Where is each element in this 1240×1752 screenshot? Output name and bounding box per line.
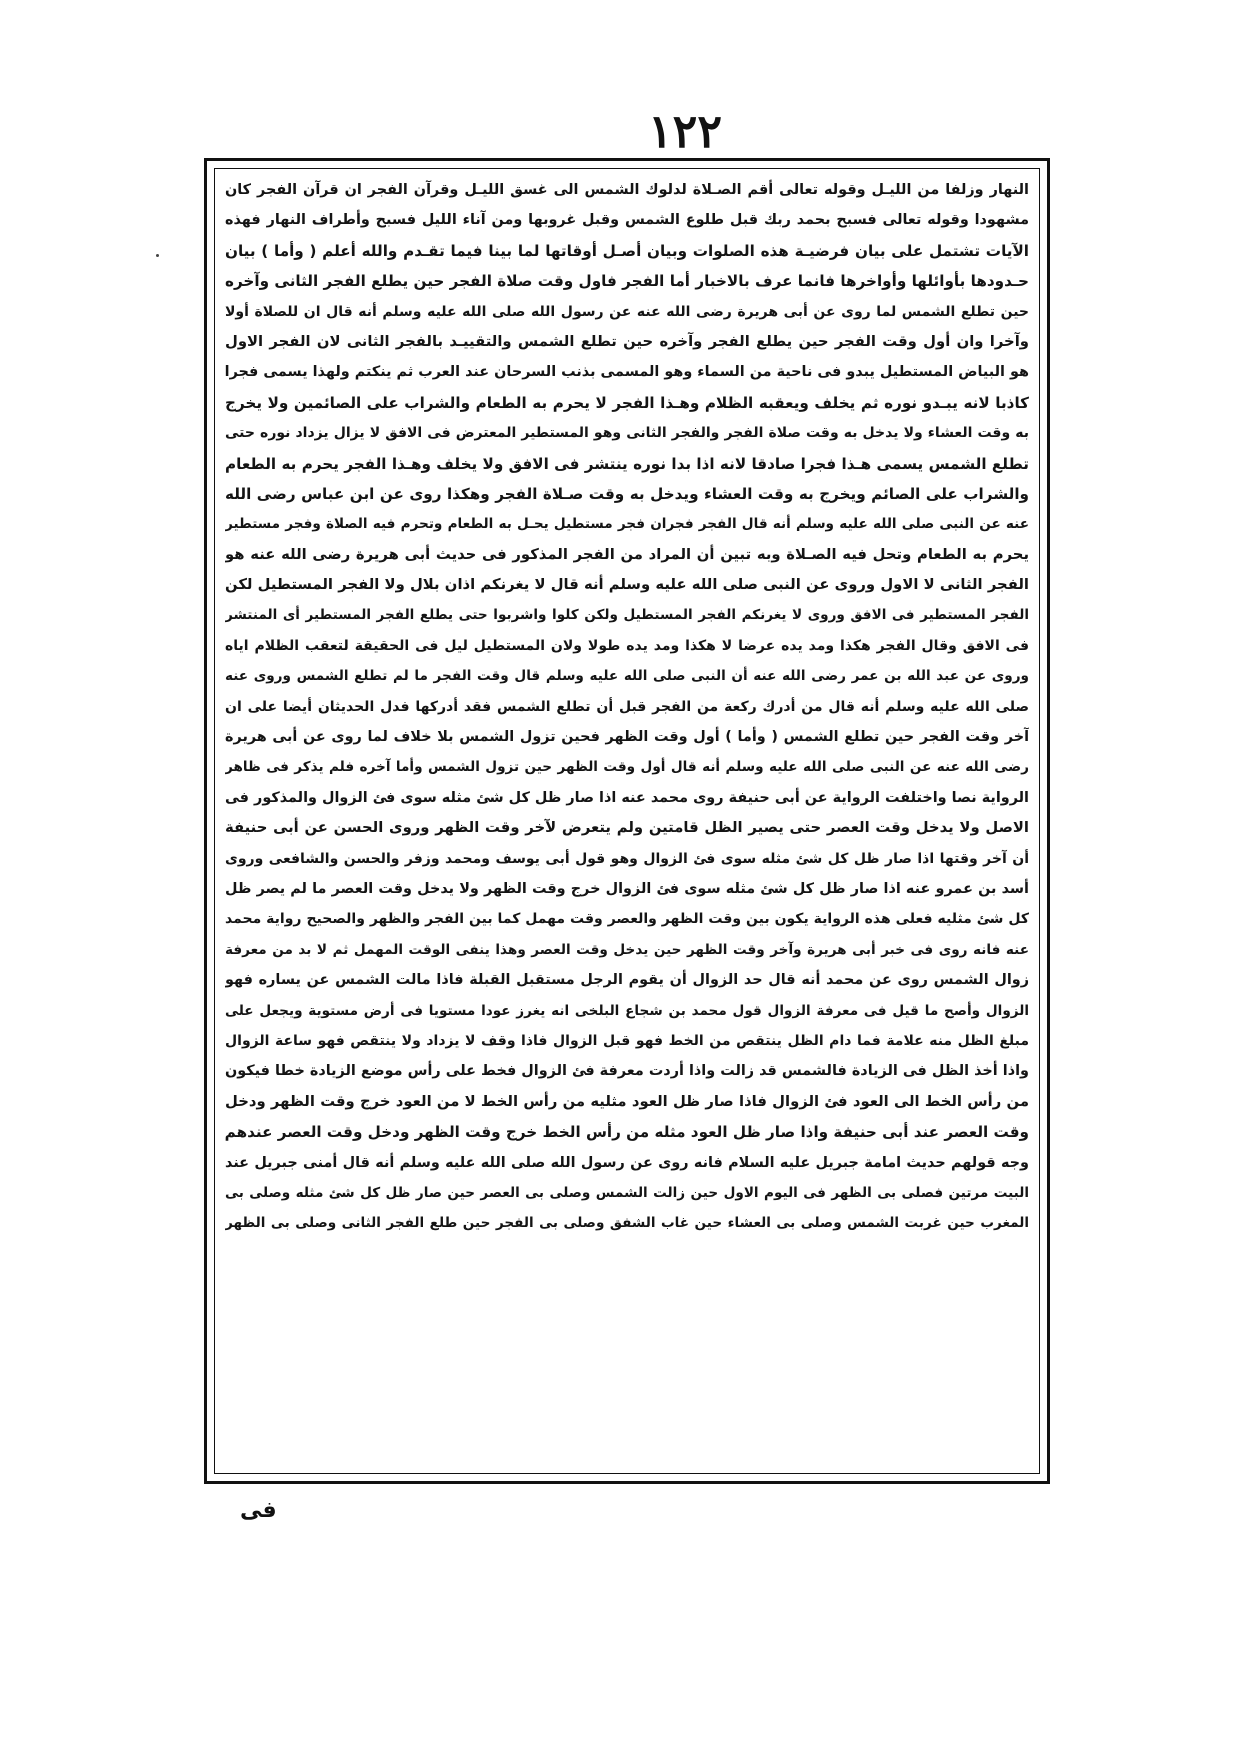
text-line: أسد بن عمرو عنه اذا صار ظل كل شئ مثله سوى فئ الزوال خرج وقت الظهر ولا يدخل وقت العصر ما لم يصر ظل [225, 880, 1029, 897]
text-line: يحرم به الطعام وتحل فيه الصـلاة وبه تبين أن المراد من الفجر المذكور فى حديث أبى هريرة رضى الله عنه هو [225, 545, 1029, 563]
text-line: وجه قولهم حديث امامة جبريل عليه السلام فانه روى عن رسول الله صلى الله عليه وسلم أنه قال أمنى جبريل عند [225, 1154, 1029, 1171]
text-line: هو البياض المستطيل يبدو فى ناحية من السماء وهو المسمى بذنب السرحان عند العرب ثم ينكتم ولهذا يسمى فجرا [225, 364, 1029, 381]
text-line: والشراب على الصائم ويخرج به وقت العشاء ويدخل به وقت صـلاة الفجر وهكذا روى عن ابن عباس رضى الله [225, 484, 1029, 503]
text-line: عنه عن النبى صلى الله عليه وسلم أنه قال الفجر فجران فجر مستطيل يحـل به الطعام وتحرم فيه الصلاة وفجر مستطير [225, 516, 1029, 533]
text-line: واذا أخذ الظل فى الزيادة فالشمس قد زالت واذا أردت معرفة فئ الزوال فخط على رأس موضع الزيادة خطا فيكون [225, 1063, 1029, 1080]
text-line: الاصل ولا يدخل وقت العصر حتى يصير الظل قامتين ولم يتعرض لآخر وقت الظهر وروى الحسن عن أبى حنيفة [225, 819, 1029, 837]
text-line: من رأس الخط الى العود فئ الزوال فاذا صار ظل العود مثليه من رأس الخط لا من العود خرج وقت الظهر ودخل [225, 1092, 1029, 1110]
text-line: الزوال وأصح ما قيل فى معرفة الزوال قول محمد بن شجاع البلخى انه يغرز عودا مستويا فى أرض مستوية ويجعل على [225, 1002, 1029, 1019]
text-line: رضى الله عنه عن النبى صلى الله عليه وسلم أنه قال أول وقت الظهر حين تزول الشمس وأما آخره فلم يذكر فى ظاهر [225, 759, 1029, 776]
text-line: النهار وزلفا من الليـل وقوله تعالى أقم الصـلاة لدلوك الشمس الى غسق الليـل وقرآن الفجر ان قرآن الفجر كان [225, 182, 1029, 198]
text-line: تطلع الشمس يسمى هـذا فجرا صادقا لانه اذا بدا نوره ينتشر فى الافق ولا يخلف وهـذا الفجر يحرم به الطعام [225, 454, 1029, 473]
text-line: الفجر الثانى لا الاول وروى عن النبى صلى الله عليه وسلم أنه قال لا يغرنكم اذان بلال ولا الفجر المستطيل لكن [225, 576, 1029, 594]
text-line: الرواية نصا واختلفت الرواية عن أبى حنيفة روى محمد عنه اذا صار ظل كل شئ مثله سوى فئ الزوال والمذكور فى [225, 789, 1029, 806]
text-line: أن آخر وقتها اذا صار ظل كل شئ مثله سوى فئ الزوال وهو قول أبى يوسف ومحمد وزفر والحسن والشافعى وروى [225, 850, 1029, 867]
text-line: صلى الله عليه وسلم أنه قال من أدرك ركعة من الفجر قبل أن تطلع الشمس فقد أدركها فدل الحديثان أيضا على ان [225, 698, 1029, 715]
text-line: كل شئ مثليه فعلى هذه الرواية يكون بين وقت الظهر والعصر وقت مهمل كما بين الفجر والظهر والصحيح رواية محمد [225, 911, 1029, 928]
text-block [225, 175, 1029, 1467]
text-line: وآخرا وان أول وقت الفجر حين يطلع الفجر وآخره حين تطلع الشمس والتقييـد بالفجر الثانى لان الفجر الاول [225, 332, 1029, 350]
text-line: آخر وقت الفجر حين تطلع الشمس ( وأما ) أول وقت الظهر فحين تزول الشمس بلا خلاف لما روى عن أبى هريرة [225, 729, 1029, 746]
text-line: كاذبا لانه يبـدو نوره ثم يخلف ويعقبه الظلام وهـذا الفجر لا يحرم به الطعام والشراب على الصائمين ولا يخرج [225, 393, 1029, 412]
text-line: المغرب حين غربت الشمس وصلى بى العشاء حين غاب الشفق وصلى بى الفجر حين طلع الفجر الثانى وصلى بى الظهر [225, 1215, 1029, 1232]
text-line: وروى عن عبد الله بن عمر رضى الله عنه أن النبى صلى الله عليه وسلم قال وقت الفجر ما لم تطلع الشمس وروى عنه [225, 668, 1029, 685]
text-line: وقت العصر عند أبى حنيفة واذا صار ظل العود مثله من رأس الخط خرج وقت الظهر ودخل وقت العصر عندهم [225, 1123, 1029, 1142]
page-number: ١٢٢ [647, 104, 723, 158]
stray-ink-mark [156, 254, 159, 257]
text-line: فى الافق وقال الفجر هكذا ومد يده عرضا لا هكذا ومد يده طولا ولان المستطيل ليل فى الحقيقة لتعقب الظلام اياه [225, 637, 1029, 654]
text-line: به وقت العشاء ولا يدخل به وقت صلاة الفجر والفجر الثانى وهو المستطير المعترض فى الافق لا يزال يزداد نوره حتى [225, 425, 1029, 442]
page-frame-inner [214, 168, 1040, 1474]
page-frame [204, 158, 1050, 1484]
text-line: الآيات تشتمل على بيان فرضيـة هذه الصلوات وبيان أصـل أوقاتها لما بينا فيما تقـدم والله أعلم ( وأما ) بيان [225, 241, 1029, 260]
text-line: الفجر المستطير فى الافق وروى لا يغرنكم الفجر المستطيل ولكن كلوا واشربوا حتى يطلع الفجر المستطير أى المنتشر [225, 607, 1029, 624]
text-line: مشهودا وقوله تعالى فسبح بحمد ربك قبل طلوع الشمس وقبل غروبها ومن آناء الليل فسبح وأطراف النهار فهذه [225, 212, 1029, 229]
text-line: حين تطلع الشمس لما روى عن أبى هريرة رضى الله عنه عن رسول الله صلى الله عليه وسلم أنه قال ان للصلاة أولا [225, 303, 1029, 320]
text-line: حـدودها بأوائلها وأواخرها فانما عرف بالاخبار أما الفجر فاول وقت صلاة الفجر حين يطلع الفجر الثانى وآخره [225, 272, 1029, 291]
text-line: زوال الشمس روى عن محمد أنه قال حد الزوال أن يقوم الرجل مستقبل القبلة فاذا مالت الشمس عن يساره فهو [225, 972, 1029, 989]
text-line: مبلغ الظل منه علامة فما دام الظل ينتقص من الخط فهو قبل الزوال فاذا وقف لا يزداد ولا ينتقص فهو ساعة الزوال [225, 1032, 1029, 1049]
catchword: فى [240, 1498, 277, 1523]
text-line: عنه فانه روى فى خبر أبى هريرة وآخر وقت الظهر حين يدخل وقت العصر وهذا ينفى الوقت المهمل ثم لا بد من معرفة [225, 941, 1029, 958]
text-line: البيت مرتين فصلى بى الظهر فى اليوم الاول حين زالت الشمس وصلى بى العصر حين صار ظل كل شئ مثله وصلى بى [225, 1184, 1029, 1201]
